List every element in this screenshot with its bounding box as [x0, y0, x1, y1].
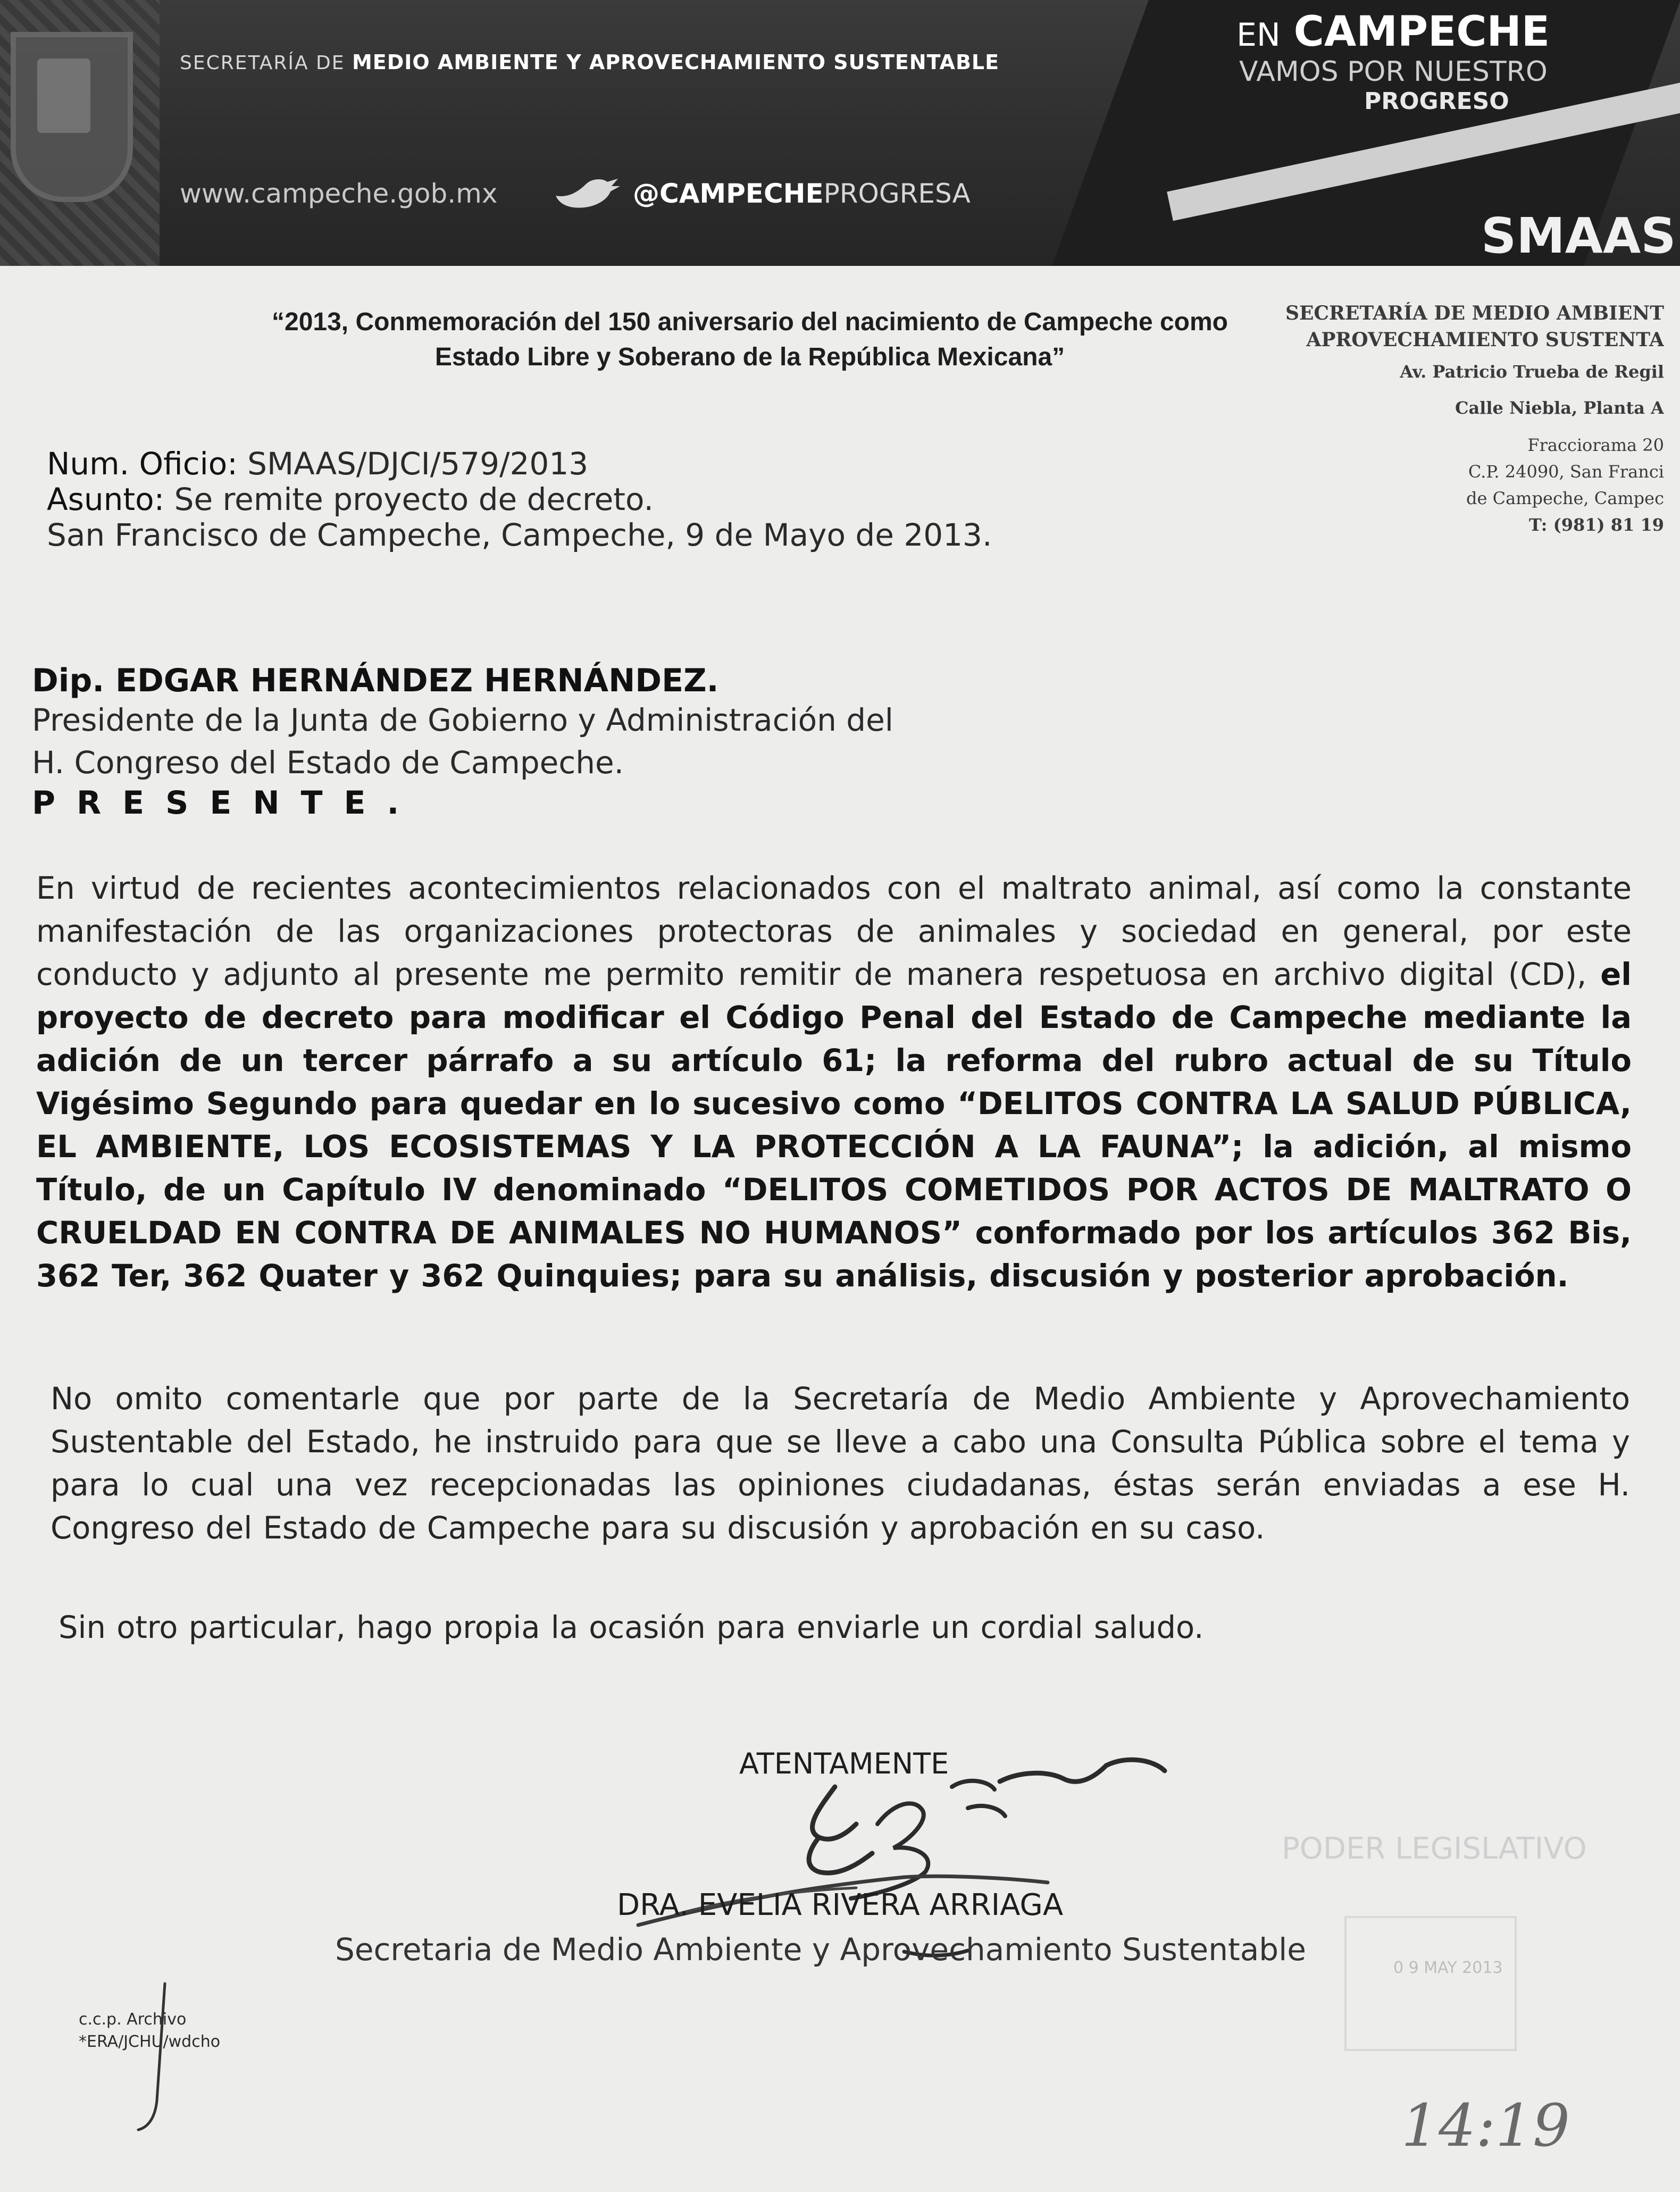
crest-tower-icon — [37, 58, 90, 133]
addressee-role: Presidente de la Junta de Gobierno y Administración del — [32, 702, 893, 738]
addressee-organization: H. Congreso del Estado de Campeche. — [32, 744, 624, 781]
salutation: PRESENTE. — [32, 784, 421, 822]
slogan-line-3: PROGRESO — [1364, 88, 1509, 115]
twitter-handle[interactable] — [633, 178, 971, 209]
asunto — [47, 481, 654, 517]
address-line-1: SECRETARÍA DE MEDIO AMBIENT — [1285, 302, 1664, 324]
oficio-label: Num. Oficio: — [47, 446, 238, 482]
paragraph-1-intro: En virtud de recientes acontecimientos relacionados con el maltrato animal, así como la constante manifestación de las organizaciones protectoras de animales y sociedad en general, por este conducto y adjunto al presente me permito remitir de manera respetuosa en archivo digital (CD), — [36, 871, 1632, 992]
twitter-handle-rest: PROGRESA — [823, 178, 971, 209]
header-banner — [0, 0, 1680, 266]
body-paragraph-1 — [36, 867, 1632, 1298]
copy-to-archive: c.c.p. Archivo — [79, 2010, 187, 2029]
stamp-header: PODER LEGISLATIVO — [1282, 1831, 1587, 1866]
closing: ATENTAMENTE — [739, 1747, 949, 1780]
stamp-date: 0 9 MAY 2013 — [1393, 1959, 1503, 1977]
address-line-7: de Campeche, Campec — [1466, 488, 1664, 508]
secretaria-label — [180, 51, 999, 74]
secretaria-prefix: SECRETARÍA DE — [180, 52, 345, 74]
address-line-8: T: (981) 81 19 — [1528, 515, 1664, 535]
signer-name: DRA. EVELIA RIVERA ARRIAGA — [617, 1888, 1064, 1922]
twitter-bird-icon — [553, 174, 622, 212]
reception-stamp — [1266, 1829, 1659, 2159]
addressee-name: Dip. EDGAR HERNÁNDEZ HERNÁNDEZ. — [32, 662, 719, 699]
commemoration-line-1: “2013, Conmemoración del 150 aniversario del nacimiento de Campeche como — [272, 308, 1228, 336]
slogan-state: CAMPECHE — [1293, 8, 1550, 56]
commemoration-motto — [175, 305, 1324, 375]
signer-title: Secretaria de Medio Ambiente y Aprovechamiento Sustentable — [335, 1931, 1306, 1968]
handwritten-time: 14:19 — [1401, 2091, 1570, 2159]
secretaria-name: MEDIO AMBIENTE Y APROVECHAMIENTO SUSTENTABLE — [352, 51, 1000, 74]
twitter-handle-bold: @CAMPECHE — [633, 178, 824, 209]
address-line-5: Fracciorama 20 — [1527, 435, 1664, 455]
initials: *ERA/JCHU/wdcho — [79, 2032, 221, 2051]
paragraph-1-decree: el proyecto de decreto para modificar el Código Penal del Estado de Campeche mediante la adición de un tercer párrafo a su artículo 61; la reforma del rubro actual de su Título Vigésimo Segundo para quedar en lo sucesivo como “DELITOS CONTRA LA SALUD PÚBLICA, EL AMBIENTE, LOS ECOSISTEMAS Y LA PROTECCIÓN A LA FAUNA”; la adición, al mismo Título, de un Capítulo IV denominado “DELITOS COMETIDOS POR ACTOS DE MALTRATO O CRUELDAD EN CONTRA DE ANIMALES NO HUMANOS” conformado por los artículos 362 Bis, 362 Ter, 362 Quater y 362 Quinquies; para su análisis, discusión y posterior aprobación. — [36, 957, 1632, 1294]
smaas-logo: SMAAS — [1481, 207, 1676, 264]
slogan-line-2: VAMOS POR NUESTRO — [1239, 56, 1548, 88]
commemoration-line-2: Estado Libre y Soberano de la República Mexicana” — [434, 343, 1065, 371]
asunto-label: Asunto: — [47, 481, 165, 517]
oficio-value: SMAAS/DJCI/579/2013 — [247, 446, 589, 482]
slogan-line-1 — [1236, 8, 1550, 56]
address-line-2: APROVECHAMIENTO SUSTENTA — [1306, 329, 1664, 351]
body-paragraph-3: Sin otro particular, hago propia la ocasión para enviarle un cordial saludo. — [58, 1610, 1204, 1645]
initial-mark — [128, 1978, 191, 2138]
oficio-number — [47, 446, 588, 482]
asunto-value: Se remite proyecto de decreto. — [174, 481, 654, 517]
address-line-3: Av. Patricio Trueba de Regil — [1400, 362, 1664, 382]
address-line-6: C.P. 24090, San Franci — [1468, 462, 1664, 482]
state-crest — [0, 0, 160, 266]
address-line-4: Calle Niebla, Planta A — [1455, 398, 1664, 418]
website-link[interactable]: www.campeche.gob.mx — [180, 178, 498, 209]
body-paragraph-2: No omito comentarle que por parte de la Secretaría de Medio Ambiente y Aprovechamiento Sustentable del Estado, he instruido para que se lleve a cabo una Consulta Pública sobre el tema y para lo cual una vez recepcionadas las opiniones ciudadanas, éstas serán enviadas a ese H. Congreso del Estado de Campeche para su discusión y aprobación en su caso. — [51, 1381, 1630, 1546]
slogan-prefix: EN — [1236, 16, 1281, 54]
place-date: San Francisco de Campeche, Campeche, 9 de Mayo de 2013. — [47, 517, 992, 553]
